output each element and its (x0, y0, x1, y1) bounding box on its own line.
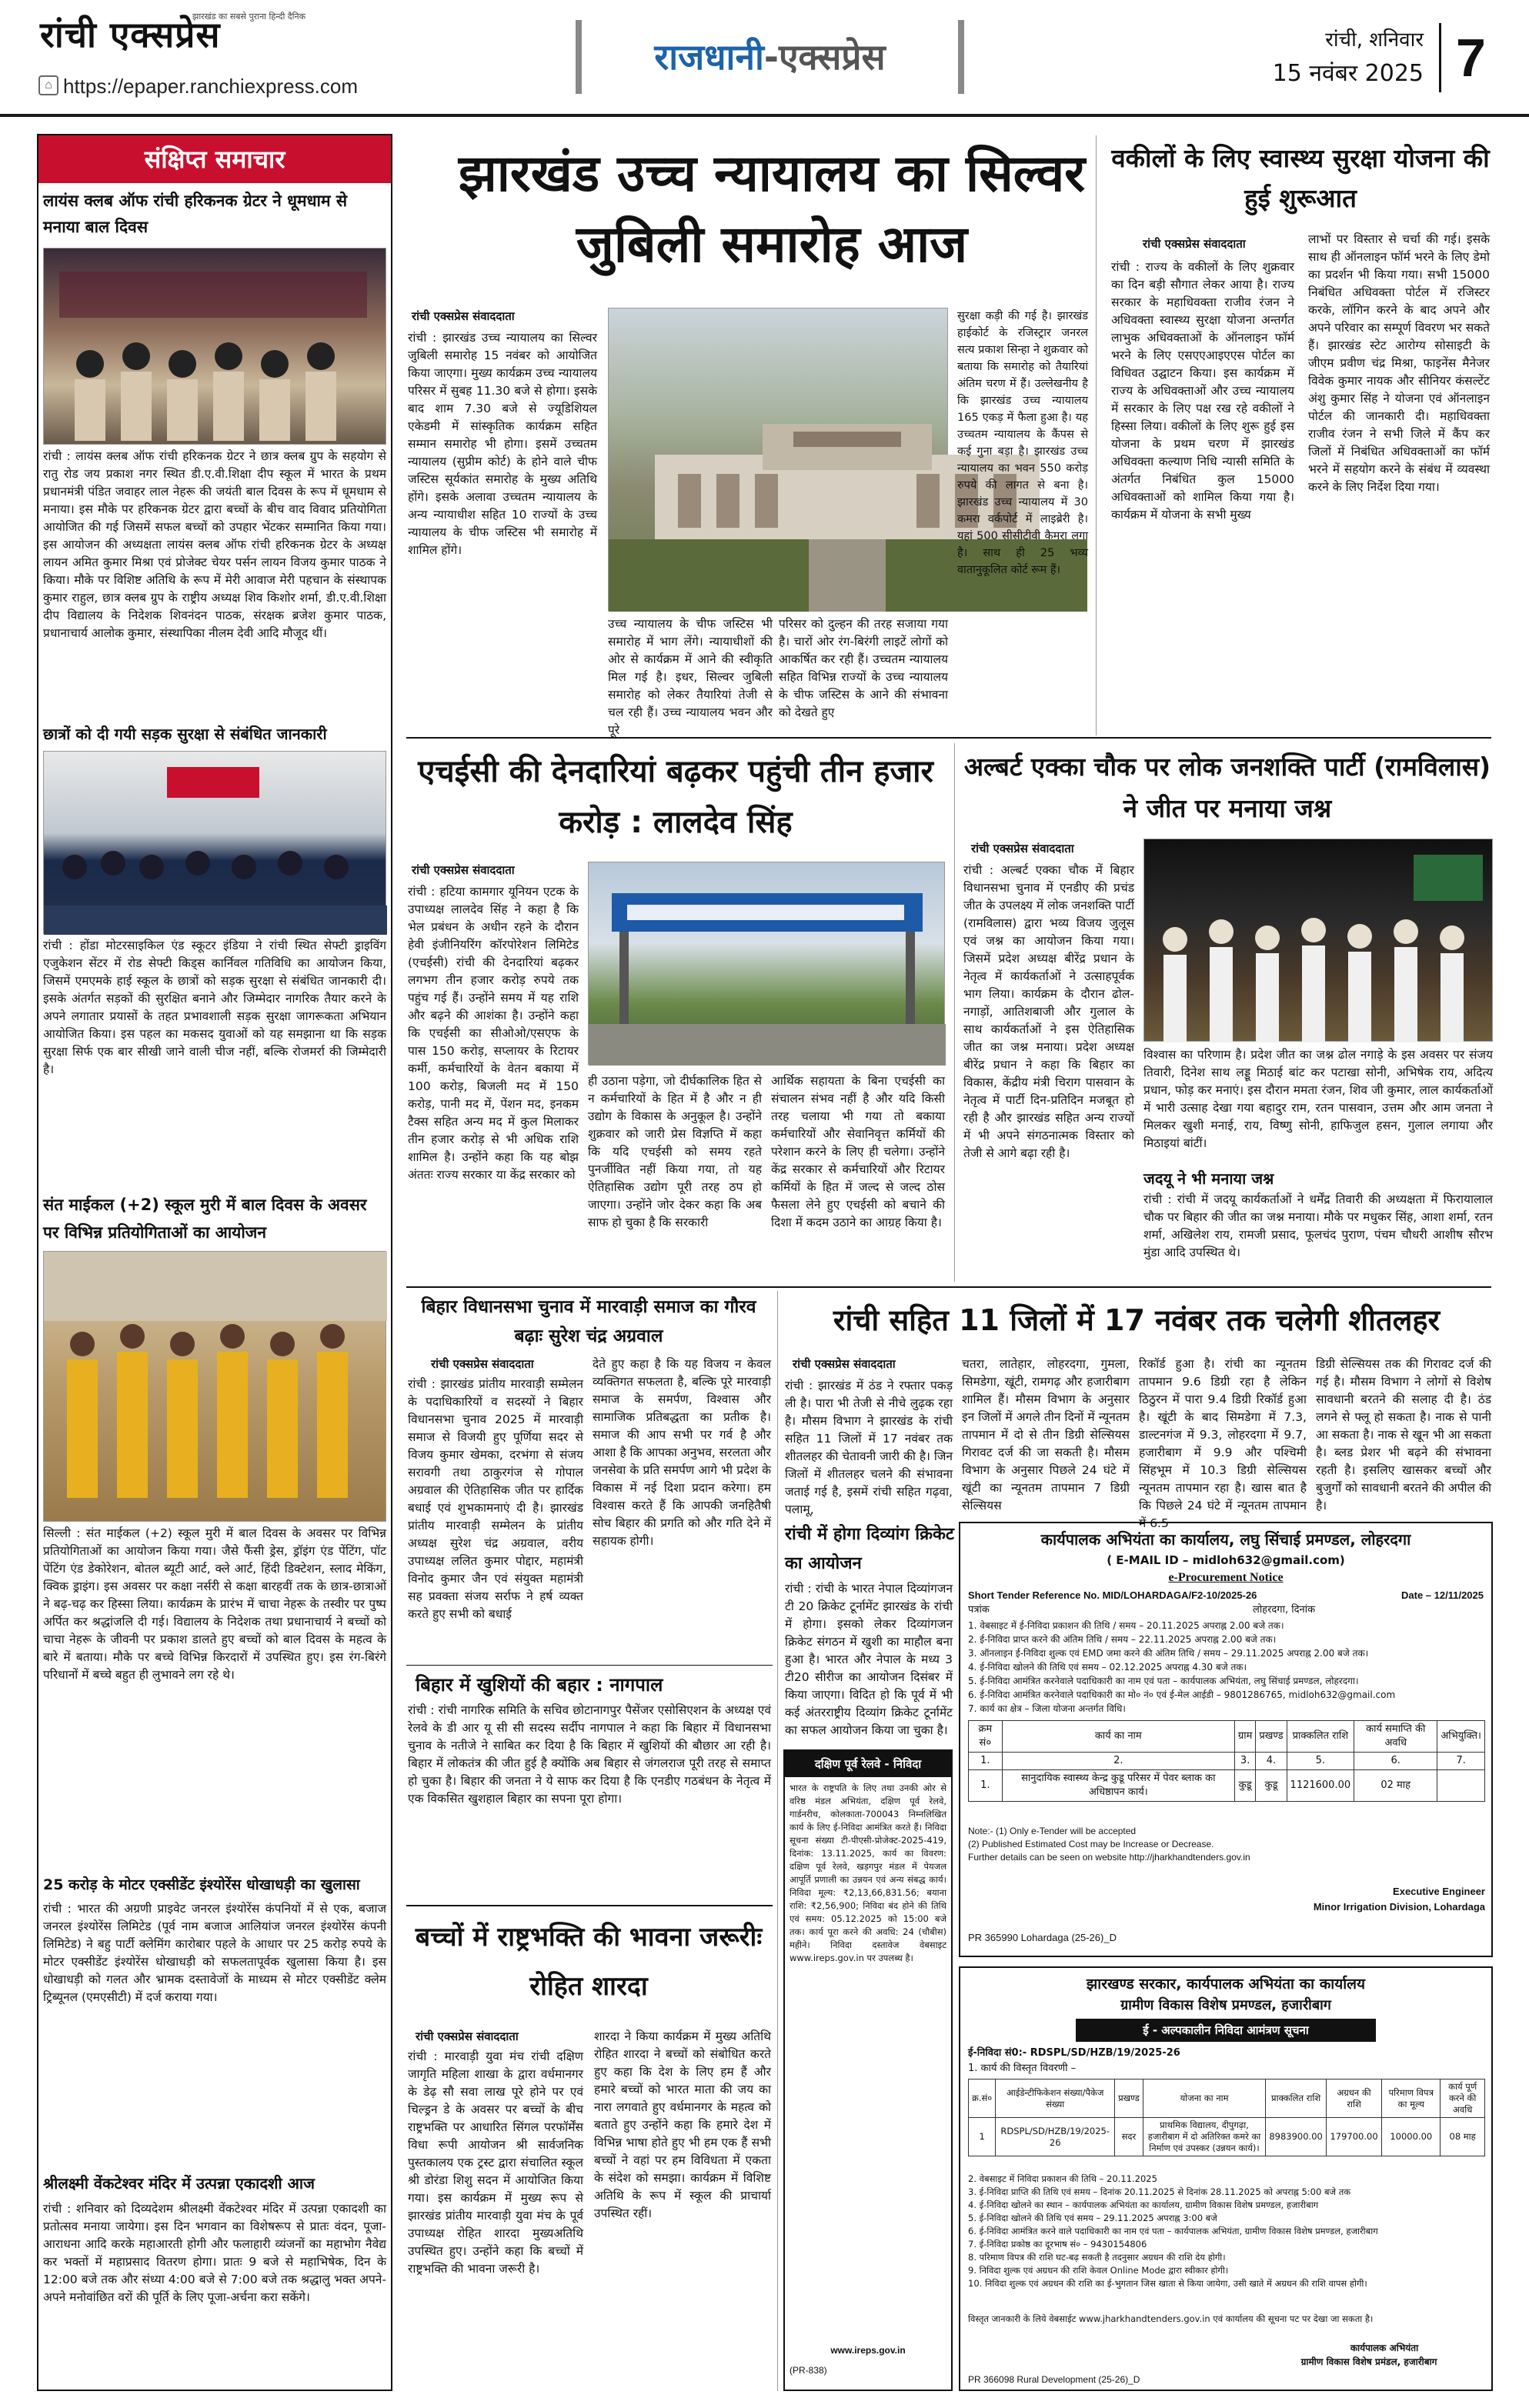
tender-1-head-cell-6: अभियुक्ति। (1437, 1721, 1485, 1753)
tender-lohardaga (959, 1522, 1493, 1957)
lead-photo (608, 308, 948, 611)
tender-2-govt: झारखण्ड सरकार, कार्यपालक अभियंता का कार्यालय (1086, 1976, 1366, 1993)
health-body: रांची : राज्य के वकीलों के लिए शुक्रवार का दिन बड़ी सौगात लेकर आया है। राज्य सरकार के महाधिवक्ता राजीव रंजन ने अधिवक्ता स्वास्थ्य सुरक्षा योजना अन्तर्गत लाभुक अधिवक्ताओं के ऑनलाइन फॉर्म भरने के लिए एसएएआइएएस पोर्टल का विधिवत उद्घाटन किया। इस कार्यक्रम में राज्य के अधिवक्ताओं और उच्च न्यायालय में सरकार के लिए पक्ष रख रहे वकीलों ने हिस्सा लिया। वकीलों के लिए शुरू हुई इस योजना के प्रथम चरण में झारखंड अधिवक्ता कल्याण निधि न्यासी समिति के अंतर्गत निबंधित कुल 15000 अधिवक्ताओं को शामिल किया गया है। कार्यक्रम में योजना के सभी मुख्य (1111, 260, 1294, 522)
tender-1-division: Minor Irrigation Division, Lohardaga (1313, 1901, 1485, 1913)
brief-4-body: रांची : भारत की अग्रणी प्राइवेट जनरल इंश्योरेंस कंपनियों में से एक, बजाज जनरल इंश्योरेंस लिमिटेड (पूर्व नाम बजाज आलियांज जनरल इंश्योरेंस कंपनी लिमिटेड) ने बहु पार्टी क्लेमिंग कारोबार पहले के आधार पर 25 करोड़ रुपये के मोटर एक्सीडेंट इंश्योरेंस धोखाधड़ी को सफलतापूर्वक खुलासा किया है। इस धोखाधड़ी को गलत और भ्रामक दस्तावेजों के माध्यम से मोटर एक्सीडेंट क्लेम ट्रिब्यूनल (एमएसीटी) में दर्ज कराया गया। (43, 1902, 386, 2004)
tender-1-head-cell-1: कार्य का नाम (1002, 1721, 1234, 1753)
issue-date: 15 नवंबर 2025 (1272, 60, 1424, 87)
tender-1-office: कार्यपालक अभियंता का कार्यालय, लघु सिंचाई प्रमण्डल, लोहरदगा (1040, 1530, 1411, 1549)
cold-body: रांची : झारखंड में ठंड ने रफ्तार पकड़ ली है। पारा भी तेजी से नीचे लुढ़क रहा है। मौसम विभाग ने झारखंड के रांची सहित 11 जिलों में 17 नवंबर तक शीतलहर की चेतावनी जारी की है। जिन जिलों में शीतलहर चलने की संभावना जताई गई है, इसमें रांची सहित गढ़वा, पलामू, (785, 1379, 953, 1516)
tender-1-signatory: Executive Engineer (1393, 1886, 1485, 1897)
tender-1-line-2: 3. ऑनलाइन ई-निविदा शुल्क एवं EMD जमा करने की अंतिम तिथि / समय – 29.11.2025 अपराह्न 2.00 बजे तक। (968, 1648, 1369, 1659)
tender-2-line-7: 9. निविदा शुल्क एवं अग्रधन की राशि केवल Online Mode द्वारा स्वीकार होगी। (968, 2265, 1229, 2276)
tender-2-cell-1: RDSPL/SD/HZB/19/2025-26 (996, 2118, 1115, 2156)
marwari-body: रांची : झारखंड प्रांतीय मारवाड़ी सम्मेलन के पदाधिकारियों व सदस्यों ने बिहार विधानसभा चुनाव 2025 में मारवाड़ी समाज से विजयी हुए पूर्णिया सदर से विजय कुमार खेमका, दरभंगा से संजय सरावगी तथा ठाकुरगंज से गोपाल अग्रवाल की ऐतिहासिक जीत पर हार्दिक बधाई एवं शुभकामनाएं दी है। झारखंड प्रांतीय मारवाड़ी सम्मेलन के प्रांतीय अध्यक्ष सुरेश चंद्र अग्रवाल, वरीय उपाध्यक्ष ललित कुमार पोद्दार, महामंत्री विनोद कुमार जैन एवं संयुक्त महामंत्री सह प्रवक्ता संजय सर्राफ ने हर्ष व्यक्त करते हुए सभी को बधाई (408, 1377, 583, 1621)
tender-2-table-row (969, 2118, 1485, 2156)
tender-2-head-cell-0: क्र.सं० (969, 2079, 996, 2118)
tender-2-line-1: 3. ई-निविदा प्राप्ति की तिथि एवं समय – दिनांक 20.11.2025 से दिनांक 28.11.2025 को अपराह्न 5:00 बजे तक (968, 2186, 1351, 2197)
tender-2-division: ग्रामीण विकास विशेष प्रमण्डल, हजारीबाग (1120, 1997, 1331, 2013)
tender-hazaribagh (959, 1966, 1493, 2391)
railway-title: दक्षिण पूर्व रेलवे - निविदा (785, 1751, 951, 1777)
column-divider (1096, 135, 1097, 735)
tender-2-pr: PR 366098 Rural Development (25-26)_D (968, 2374, 1140, 2385)
hec-body-continued: ही उठाना पड़ेगा, जो दीर्घकालिक हित से न कर्मचारियों के हित में है और न ही उद्योग के विकास के अनुकूल है। उन्होंने शुक्रवार को जारी प्रेस विज्ञप्ति में कहा कि यदि एचईसी को समय रहते पुनर्जीवित नहीं किया गया, तो यह ऐतिहासिक उद्योग पूरी तरह ठप हो जाएगा। उन्होंने जोर देकर कहा कि अब साफ हो चुका है कि सरकारी (588, 1074, 762, 1229)
tender-1-notice: e-Procurement Notice (1168, 1571, 1284, 1584)
tender-2-line-6: 8. परिमाण विपत्र की राशि घट-बढ़ सकती है तदनुसार अग्रधन की राशि देय होगी। (968, 2252, 1226, 2263)
hec-gate-graphic (589, 862, 946, 1066)
lead-body: रांची : झारखंड उच्च न्यायालय का सिल्वर जुबिली समारोह 15 नवंबर को आयोजित किया जाएगा। मुख्य कार्यक्रम उच्च न्यायालय परिसर में सुबह 11.30 बजे से होगा। इसके बाद शाम 7.30 बजे से ज्यूडिशियल एकेडमी में सांस्कृतिक कार्यक्रम सहित सम्मान समारोह भी होगा। इसमें उच्चतम न्यायालय (सुप्रीम कोर्ट) के होने वाले चीफ जस्टिस सूर्यकांत समारोह के मुख्य अतिथि होंगे। इसके अलावा उच्चतम न्यायालय के अन्य न्यायाधीश सहित 10 राज्यों के उच्च न्यायालय के चीफ जस्टिस भी समारोह में शामिल होंगे। (408, 331, 597, 557)
brief-4-title: 25 करोड़ के मोटर एक्सीडेंट इंश्योरेंस धोखाधड़ी का खुलासा (43, 1876, 360, 1893)
lead-body-continued: सुरक्षा कड़ी की गई है। झारखंड हाईकोर्ट के रजिस्ट्रार जनरल सत्य प्रकाश सिन्हा ने शुक्रवार को बताया कि समारोह को तैयारियां अंतिम चरण में हैं। उल्लेखनीय है कि झारखंड उच्च न्यायालय 165 एकड़ में फैला हुआ है। यह उच्चतम न्यायालय के कैंपस से कई गुना बड़ा है। झारखंड उच्च न्यायालय का भवन 550 करोड़ रुपये की लागत से बना है। झारखंड उच्च न्यायालय में 30 कमरा वर्कपोर्ट में लाइब्रेरी है। यहां 500 सीसीटीवी कैमरा लगा है। साथ ही 25 भव्य वातानुकूलित कोर्ट रूम हैं। (957, 310, 1088, 576)
health-body-continued: लाभों पर विस्तार से चर्चा की गई। इसके साथ ही ऑनलाइन फॉर्म भरने के लिए डेमो का प्रदर्शन भी किया गया। सभी 15000 निबंधित अधिवक्ता पोर्टल में रजिस्टर करके, लॉगिन करने के बाद अपने और अपने परिवार का सम्पूर्ण विवरण भर सकते हैं। झारखंड स्टेट आरोग्य सोसाइटी के जीएम प्रवीण चंद्र मिश्रा, फाइनेंस मैनेजर विवेक कुमार नायक और सीनियर कंसल्टेंट अंशु कुमार सिंह ने योजना एवं ऑनलाइन पोर्टल की जानकारी दी। महाधिवक्ता राजीव रंजन ने सभी जिले में कैंप कर जिलों में निबंधित अधिवक्ताओं का फॉर्म भरने में सहयोग करने के संबंध में व्यवस्था करने के लिए निर्देश दिया गया। (1308, 232, 1490, 494)
tender-1-note-1: (2) Published Estimated Cost may be Increase or Decrease. (968, 1839, 1214, 1849)
lead-byline: रांची एक्सप्रेस संवाददाता (412, 309, 515, 323)
hec-headline: एचईसी की देनदारियां बढ़कर पहुंची तीन हजार करोड़ : लालदेव सिंह (418, 754, 933, 840)
divider-rohit (406, 1905, 773, 1906)
tender-2-line-8: 10. निविदा शुल्क एवं अग्रधन की राशि का ई-भुगतान जिस खाता से किया जायेगा, उसी खाते में अग्रधन की राशि वापस होगी। (968, 2278, 1367, 2289)
lead-photo-caption-left: उच्च न्यायालय के चीफ जस्टिस भी समारोह में भाग लेंगे। न्यायाधीशों की ओर से कार्यक्रम में आने की स्वीकृति मिल गई है। इधर, सिल्वर जुबिली समारोह को लेकर तैयारियां तेजी से चल रही हैं। उच्च न्यायालय भवन और पूरे (608, 617, 773, 737)
page-number: 7 (1439, 23, 1501, 92)
section-title (576, 20, 964, 94)
tender-1-note-0: Note:- (1) Only e-Tender will be accepted (968, 1826, 1137, 1836)
tender-2-schedule (968, 2173, 1488, 2290)
albert-byline: रांची एक्सप्रेस संवाददाता (971, 842, 1074, 855)
divider-nagpal (406, 1665, 773, 1666)
section-name: राजधानी (654, 36, 764, 78)
tender-1-table-row (969, 1770, 1485, 1802)
column-divider-3 (777, 1291, 778, 2391)
brief-1-title: लायंस क्लब ऑफ रांची हरिकनक ग्रेटर ने धूमधाम से मनाया बाल दिवस (43, 192, 348, 236)
tender-2-head-cell-6: परिमाण विपत्र का मूल्य (1382, 2079, 1441, 2118)
dateline (1200, 23, 1424, 91)
tender-1-cell-0: 1. (969, 1770, 1003, 1802)
tender-2-table (968, 2079, 1485, 2156)
rohit-byline: रांची एक्सप्रेस संवाददाता (416, 2029, 519, 2043)
marwari-byline: रांची एक्सप्रेस संवाददाता (431, 1357, 534, 1371)
tender-1-index-cell-5: 6. (1354, 1753, 1437, 1770)
tender-1-table-index (969, 1753, 1485, 1770)
tender-2-cell-0: 1 (969, 2118, 996, 2156)
brief-2-title: छात्रों को दी गयी सड़क सुरक्षा से संबंधित जानकारी (43, 725, 327, 743)
tender-2-line-2: 4. ई-निविदा खोलने का स्थान – कार्यपालक अभियंता का कार्यालय, ग्रामीण विकास विशेष प्रमण्डल, हजारीबाग (968, 2200, 1319, 2210)
tender-2-head-cell-5: अग्रधन की राशि (1326, 2079, 1381, 2118)
tender-1-cell-5: 02 माह (1354, 1770, 1437, 1802)
tender-1-office-date: लोहरदगा, दिनांक (1253, 1604, 1316, 1616)
tender-1-note-2: Further details can be seen on website http://jharkhandtenders.gov.in (968, 1852, 1250, 1863)
tender-1-cell-4: 1121600.00 (1287, 1770, 1354, 1802)
tender-1-index-cell-6: 7. (1437, 1753, 1485, 1770)
tender-1-index-cell-0: 1. (969, 1753, 1003, 1770)
hec-body: रांची : हटिया कामगार यूनियन एटक के उपाध्यक्ष लालदेव सिंह ने कहा है कि भेल प्रबंधन के अधीन रहने के दौरान हेवी इंजीनियरिंग कॉरपोरेशन लिमिटेड (एचईसी) रांची की देनदारियां बढ़कर लगभग तीन हजार करोड़ रुपये तक पहुंच गई हैं। उन्होंने समय में यह राशि और बढ़ने की आशंका है। उन्होंने कहा कि एचईसी का सीओओ/एसएफ के पास 150 करोड़, सप्लायर के रिटायर कर्मी, कर्मचारियों के वेतन बकाया में 100 करोड़, बिजली मद में 150 करोड़, पानी मद में, पेंशन मद, इनकम टैक्स सहित अन्य मद में कुल मिलाकर तीन हजार करोड़ से भी अधिक राशि शामिल है। उन्होंने कहा कि यह बोझ अंततः राज्य सरकार या केंद्र सरकार को (408, 885, 579, 1182)
brief-1-photo (43, 248, 386, 445)
health-headline: वकीलों के लिए स्वास्थ्य सुरक्षा योजना की हुई शुरूआत (1111, 143, 1490, 213)
brief-2-photo (43, 751, 386, 934)
railway-body: भारत के राष्ट्रपति के लिए तथा उनकी ओर से वरिष्ठ मंडल अभियंता, दक्षिण पूर्व रेलवे, गार्डनरीच, कोलकाता-700043 निम्नलिखित कार्य के लिए ई-निविदा आमंत्रित करते हैं। निविदा सूचना संख्या टी-पीएसी-प्रोजेक्ट-2025-419, दिनांक: 13.11.2025, कार्य का विवरण: दक्षिण पूर्व रेलवे, खड़गपुर मंडल में पेयजल आपूर्ति प्रणाली का उन्नयन एवं अन्य संबद्ध कार्य। निविदा मूल्य: ₹2,13,66,831.56; बयाना राशि: ₹2,56,900; निविदा बंद होने की तिथि एवं समय: 05.12.2025 को 15:00 बजे तक। कार्य पूरा करने की अवधि: 24 (चौबीस) महीने। निविदा दस्तावेज वेबसाइट www.ireps.gov.in पर उपलब्ध है। (790, 1783, 946, 1963)
tender-1-notes (968, 1825, 1488, 1864)
tender-2-cell-4: 8983900.00 (1266, 2118, 1327, 2156)
tender-2-head-cell-1: आईडेन्टीफिकेशन संख्या/पैकेज संख्या (996, 2079, 1115, 2118)
tender-2-head-cell-3: योजना का नाम (1143, 2079, 1266, 2118)
divider-hec (406, 737, 1491, 739)
tender-1-head-cell-2: ग्राम (1234, 1721, 1255, 1753)
tender-2-cell-2: सदर (1115, 2118, 1143, 2156)
tender-1-head-cell-3: प्रखण्ड (1256, 1721, 1287, 1753)
tender-1-line-5: 6. ई-निविदा आमंत्रित करनेवाले पदाधिकारी का मो० नं० एवं ई-मेल आईडी – 9801286765, midloh632@gmail.com (968, 1689, 1396, 1700)
marwari-headline: बिहार विधानसभा चुनाव में मारवाड़ी समाज का गौरव बढ़ाः सुरेश चंद्र अग्रवाल (421, 1297, 756, 1346)
tender-2-signatory: कार्यपालक अभियंता (1350, 2343, 1419, 2353)
nagpal-headline: बिहार में खुशियों की बहार : नागपाल (416, 1674, 663, 1696)
tender-2-cell-7: 08 माह (1441, 2118, 1485, 2156)
rohit-body: रांची : मारवाड़ी युवा मंच रांची दक्षिण जागृति महिला शाखा के द्वारा वर्धमानगर के डेढ़ सौ सवा लाख पूरे होने पर एवं चिल्ड्रन डे के अवसर पर बच्चों के बीच राष्ट्रभक्ति पर आधारित सिंगल परफॉर्मेंस विधा रूपी आयोजन श्री सार्वजनिक पुस्तकालय एक ट्रस्ट द्वारा संचालित स्कूल श्री डोरंडा शिशु सदन में आयोजित किया गया। इस कार्यक्रम में मुख्य रूप से झारखंड प्रांतीय मारवाड़ी युवा मंच के पूर्व उपाध्यक्ष रोहित शारदा मुख्यअतिथि उपस्थित हुए। उन्होंने कहा कि बच्चों में राष्ट्रभक्ति की भावना जरूरी है। (408, 2049, 583, 2276)
marwari-body-continued: देते हुए कहा है कि यह विजय न केवल व्यक्तिगत सफलता है, बल्कि पूरे मारवाड़ी समाज के समर्पण, विश्वास और सामाजिक प्रतिबद्धता का प्रतीक है। समाज की आप सभी पर गर्व है और आशा है कि आपका अनुभव, सरलता और जनसेवा के प्रति समर्पण आगे भी प्रदेश के विकास में नई दिशा प्रदान करेगा। हम विश्वास करते हैं कि आपकी जनहितैषी सोच बिहार की प्रगति को और गति देने में सहायक होगी। (593, 1357, 771, 1548)
tender-2-banner: ई - अल्पकालीन निविदा आमंत्रण सूचना (1076, 2019, 1376, 2042)
logo-tagline: झारखंड का सबसे पुराना हिन्दी दैनिक (192, 12, 306, 22)
newspaper-logo[interactable]: रांची एक्सप्रेस (40, 14, 221, 55)
railway-pr: (PR-838) (790, 2365, 827, 2376)
tender-2-cell-5: 179700.00 (1326, 2118, 1381, 2156)
tender-1-head-cell-5: कार्य समाप्ति की अवधि (1354, 1721, 1437, 1753)
brief-1-body: रांची : लायंस क्लब ऑफ रांची हरिकनक ग्रेटर ने छात्र क्लब ग्रुप के सहयोग से रातु रोड जय प्रकाश नगर स्थित डी.ए.वी.शिक्षा दीप स्कूल में भारत के प्रथम प्रधानमंत्री पंडित जवाहर लाल नेहरू की जयंती बाल दिवस के रूप में धूमधाम से मनाया। इस मौके पर हरिकनक ग्रेटर द्वारा बच्चों के बीच वाद विवाद प्रतियोगिता आयोजित की गई जिसमें सफल बच्चों को उपहार भेंटकर सम्मानित किया गया। इस आयोजन की अध्यक्षता लायंस क्लब ऑफ रांची हरिकनक ग्रेटर के अध्यक्ष लायन अमित कुमार मिश्रा एवं प्रोजेक्ट चेयर पर्सन लायन विजय कुमार पाठक ने किया। मौके पर विशिष्ट अतिथि के रूप में मेरी आवाज मेरी पहचान के संस्थापक कुमार राहुल, छात्र क्लब ग्रुप के राष्ट्रीय अध्यक्ष शिव किशोर शर्मा, डी.ए.वी.शिक्षा दीप विद्यालय के निदेशक शिवनंदन पाठक, संरक्षक ब्रजेश कुमार पाठक, प्रधानाचार्य आलोक कुमार, संस्थापिका नीलम देवी आदि मौजूद थीं। (43, 449, 386, 640)
rohit-headline: बच्चों में राष्ट्रभक्ति की भावना जरूरीः रोहित शारदा (415, 1922, 763, 2002)
brief-2-body: रांची : होंडा मोटरसाइकिल एंड स्कूटर इंडिया ने रांची स्थित सेफ्टी ड्राइविंग एजुकेशन सेंटर में रोड सेफ्टी किड्स कार्निवल गतिविधि का आयोजन किया, जिसमें एमएमके हाई स्कूल के छात्रों को सड़क सुरक्षा से संबंधित जानकारी दी। इसके अंतर्गत सड़कों की सुरक्षित बनाने और जिम्मेदार नागरिक तैयार करने के अपने लगातार प्रयासों के तहत प्रभावशाली सड़क सुरक्षा जागरूकता अभियान आयोजित किया। इस पहल का मकसद युवाओं को यह समझाना था कि सड़क सुरक्षा सिर्फ एक बार सीखी जाने वाली चीज नहीं, बल्कि रोजमर्रा की जिम्मेदारी है। (43, 939, 386, 1076)
tender-1-line-1: 2. ई-निविदा प्राप्त करने की अंतिम तिथि / समय – 22.11.2025 अपराह्न 2.00 बजे तक। (968, 1634, 1277, 1645)
tender-1-pr: PR 365990 Lohardaga (25-26)_D (968, 1932, 1117, 1943)
hec-photo (588, 862, 945, 1065)
tender-1-table (968, 1720, 1485, 1802)
tender-2-item1: 1. कार्य की विस्तृत विवरणी – (968, 2063, 1077, 2074)
tender-1-cell-6 (1437, 1770, 1485, 1802)
tender-1-schedule (968, 1619, 1488, 1716)
epaper-url[interactable]: https://epaper.ranchiexpress.com (63, 75, 358, 98)
albert-photo (1143, 839, 1493, 1042)
tender-2-line-0: 2. वेबसाइट में निविदा प्रकाशन की तिथि – 20.11.2025 (968, 2173, 1157, 2184)
tender-2-line-4: 6. ई-निविदा आमंत्रित करने वाले पदाधिकारी का नाम एवं पता – कार्यपालक अभियंता, ग्रामीण विकास विशेष प्रमण्डल, हजारीबाग (968, 2226, 1378, 2236)
albert-body-continued: विश्वास का परिणाम है। प्रदेश जीत का जश्न ढोल नगाड़े के इस अवसर पर संजय तिवारी, दिनेश साथ लड्डू मिठाई बांट कर पटाखा सोनी, अभिषेक राय, अदित्य प्रधान, फोड़ कर मनाएं। इस दौरान ममता रंजन, शिव जी कुमार, लाल कार्यकर्ताओं में भारी उत्साह देखा गया बहादुर राम, रतन पासवान, उत्तम और आम जनता ने मिलकर खुशी मनाई, राय, विष्णु सोनी, हाफिजुल हसन, गुलाल लगाया और मिठाइयां बांटीं। (1143, 1048, 1493, 1150)
nagpal-body: रांची : रांची नागरिक समिति के सचिव छोटानागपुर पैसेंजर एसोसिएशन के अध्यक्ष एवं रेलवे के डी आर यू सी सी सदस्य सर्दीप नागपाल ने कहा कि बिहार में विधानसभा चुनाव के नतीजे ने साबित कर दिया है कि बिहार में खुशियों की बौछार आ रही है। बिहार में लोकतंत्र की जीत हुई है क्योंकि अब बिहार से जंगलराज पूरी तरह से समाप्त हो चुका है। बिहार की जनता ने ये साफ कर दिया है कि एनडीए गठबंधन के नेतृत्व में एक विकसित खुशहाल बिहार का सपना पूरा होगा। (408, 1703, 771, 1806)
hec-body-end: आर्थिक सहायता के बिना एचईसी का संचालन संभव नहीं है और यदि किसी तरह चलाया भी गया तो बकाया कर्मचारियों और सेवानिवृत्त कर्मियों की परेशान करने के लिए ही चलेगा। उन्होंने केंद्र सरकार से कर्मचारियों और रिटायर कर्मियों के हित में जल्द से जल्द ठोस फैसला लेने हुए एचईसी को बचाने की दिशा में कदम उठाने का आग्रह किया है। (771, 1074, 945, 1229)
divider-middle (406, 1286, 1491, 1288)
hec-byline: रांची एक्सप्रेस संवाददाता (412, 863, 515, 877)
tender-2-sign-div: ग्रामीण विकास विशेष प्रमंडल, हजारीबाग (1300, 2356, 1437, 2367)
brief-3-body: सिल्ली : संत माईकल (+2) स्कूल मुरी में बाल दिवस के अवसर पर विभिन्न प्रतियोगिताओं का आयोजन किया गया। जैसे फैंसी ड्रेस, ड्रॉइंग एंड पेंटिंग, पॉट पेंटिंग एंड डेकोरेशन, बोतल ब्यूटी आर्ट, क्ले आर्ट, हिंदी डिक्टेशन, स्लाद मेकिंग, क्विक ड्राइंग। इस अवसर पर कक्षा नर्सरी से कक्षा बारहवीं तक के छात्र-छात्राओं ने बढ़-चढ़ कर हिस्सा लिया। कार्यक्रम के प्रारंभ में चाचा नेहरू के तस्वीर पर पुष्प अर्पित कर श्रद्धांजलि दी गई। विद्यालय के निदेशक तथा प्रधानाचार्य ने बच्चों को चाचा नेहरू के जीवनी पर प्रकाश डालते हुए बच्चों को बाल दिवस के महत्व के बारे में बताया। मौके पर बच्चे विभिन्न किरदारों में उपस्थित हुए। इस रंग-बिरंगे परिधानों में बच्चे बहुत ही लुभावने लग रहे थे। (43, 1526, 386, 1682)
tender-1-line-4: 5. ई-निविदा आमंत्रित करनेवाले पदाधिकारी का नाम एवं पता – कार्यपालक अभियंता, लघु सिंचाई प्रमण्डल, लोहरदगा। (968, 1676, 1359, 1686)
tender-1-email: ( E-MAIL ID – midloh632@gmail.com) (1107, 1553, 1345, 1567)
globe-icon: ⌂ (38, 75, 58, 95)
brief-2-photo-graphic (44, 752, 387, 935)
tender-2-cell-6: 10000.00 (1382, 2118, 1441, 2156)
brief-3-photo-graphic (44, 1252, 387, 1523)
tender-1-index-cell-2: 3. (1234, 1753, 1255, 1770)
celebration-crowd-graphic (1144, 839, 1494, 1042)
tender-1-head-cell-0: क्रम सं० (969, 1721, 1003, 1753)
tender-2-head-cell-4: प्राक्कलित राशि (1266, 2079, 1327, 2118)
tender-1-date: Date – 12/11/2025 (1401, 1589, 1484, 1601)
brief-column (37, 134, 392, 2391)
tender-1-cell-2: कुडू (1234, 1770, 1255, 1802)
tender-2-cell-3: प्राथमिक विद्यालय, दीपुगढ़ा, हजारीबाग में दो अतिरिक्त कमरे का निर्माण एवं उपस्कर (उन्नयन कार्य)। (1143, 2118, 1266, 2156)
tender-1-ref: Short Tender Reference No. MID/LOHARDAGA/F2-10/2025-26 (968, 1589, 1257, 1601)
tender-1-patrank: पत्रांक (968, 1604, 990, 1616)
tender-1-head-cell-4: प्राक्कलित राशि (1287, 1721, 1354, 1753)
cold-body-3: रिकॉर्ड हुआ है। रांची का न्यूनतम तापमान 9.6 डिग्री रहा है लेकिन ठिठुरन में पारा 9.4 डिग्री रिकॉर्ड हुआ है। खूंटी के बाद सिमडेगा में 7.3, डाल्टनगंज में 9.3, लोहरदगा में 9.7, हजारीबाग में 9.9 और पश्चिमी सिंहभूम में 10.3 डिग्री सेल्सियस न्यूनतम तापमान रहा है। खास बात है कि पिछले 24 घंटे में न्यूनतम तापमान में 6.5 (1139, 1357, 1307, 1530)
brief-5-body: रांची : शनिवार को दिव्यदेशम श्रीलक्ष्मी वेंकटेश्वर मंदिर में उत्पन्ना एकादशी का प्रतोत्सव मनाया जायेगा। इस दिन भगवान का विशेषरूप से प्रातः वंदन, पूजा-आराधना आदि करके महाआरती होगी और फलाहारी व्यंजनों का महाभोग नैवेद्य कर भक्तों में महाप्रसाद वितरण होगा। प्रातः 9 बजे से महाभिषेक, दिन के 12:00 बजे तक और संध्या 4:00 बजे से 7:00 बजे तक श्रद्धालु भक्त अपने-अपने मनोवांछित वरों की पूर्ति के लिए पूजा-अर्चना करा सकेंगे। (43, 2202, 386, 2304)
railway-tender (783, 1749, 953, 2391)
tender-1-line-0: 1. वेबसाइट में ई-निविदा प्रकाशन की तिथि / समय – 20.11.2025 अपराह्न 2.00 बजे तक। (968, 1620, 1284, 1631)
brief-header: संक्षिप्त समाचार (38, 135, 391, 183)
cold-byline: रांची एक्सप्रेस संवाददाता (793, 1357, 896, 1371)
tender-1-cell-3: कुडू (1256, 1770, 1287, 1802)
tender-2-line-5: 7. ई-निविदा प्रकोष्ठ का दूरभाष सं० – 9430154806 (968, 2239, 1147, 2250)
albert-body: रांची : अल्बर्ट एक्का चौक में बिहार विधानसभा चुनाव में एनडीए की प्रचंड जीत के उपलक्ष्य में लोक जनशक्ति पार्टी (रामविलास) द्वारा भव्य विजय जुलूस एवं जश्न का आयोजन किया गया। जिसमें प्रदेश अध्यक्ष बीरेंद्र प्रधान के नेतृत्व में कार्यकर्ताओं ने उत्साहपूर्वक भाग लिया। कार्यक्रम के दौरान ढोल-नगाड़ों, आतिशबाजी और गुलाल के साथ कार्यकर्ताओं ने इस ऐतिहासिक जीत का जश्न मनाया। प्रदेश अध्यक्ष बीरेंद्र प्रधान ने कहा कि बिहार का विकास, केंद्रीय मंत्री चिराग पासवान के नेतृत्व में पार्टी दिन-प्रतिदिन मजबूत हो रही है और झारखंड सहित अन्य राज्यों में भी अपने संगठनात्मक विस्तार को तेजी से आगे बढ़ा रही है। (963, 863, 1134, 1160)
brief-5-title: श्रीलक्ष्मी वेंकटेश्वर मंदिर में उत्पन्ना एकादशी आज (43, 2174, 315, 2193)
jdu-body: रांची : रांची में जदयू कार्यकर्ताओं ने धर्मेंद्र तिवारी की अध्यक्षता में फिरायालाल चौक पर बिहार की जीत का जश्न मनाया। मौके पर मधुकर सिंह, आशा शर्मा, रतन शर्मा, अखिलेश राय, रामजी प्रसाद, फूलचंद पुराण, पंचम चौधरी आशीष सौरभ मुंडा आदि उपस्थित थे। (1143, 1192, 1493, 1259)
tender-2-line-3: 5. ई-निविदा खोलने की तिथि एवं समय – 29.11.2025 अपराह्न 3:00 बजे (968, 2213, 1217, 2223)
tender-2-ref: ई-निविदा सं0:- RDSPL/SD/HZB/19/2025-26 (968, 2047, 1180, 2059)
tender-2-table-head (969, 2079, 1485, 2118)
jdu-subhead: जदयू ने भी मनाया जश्न (1143, 1169, 1274, 1188)
lead-headline: झारखंड उच्च न्यायालय का सिल्वर जुबिली समारोह आज (458, 144, 1086, 274)
tender-1-table-head (969, 1721, 1485, 1753)
railway-site[interactable]: www.ireps.gov.in (830, 2345, 906, 2356)
health-byline: रांची एक्सप्रेस संवाददाता (1143, 237, 1246, 251)
tender-1-index-cell-1: 2. (1002, 1753, 1234, 1770)
tender-1-line-3: 4. ई-निविदा खोलने की तिथि एवं समय – 02.12.2025 अपराह्न 4.30 बजे तक। (968, 1662, 1247, 1673)
tender-1-index-cell-4: 5. (1287, 1753, 1354, 1770)
section-suffix: -एक्सप्रेस (763, 36, 886, 78)
tender-2-head-cell-2: प्रखण्ड (1115, 2079, 1143, 2118)
tender-1-index-cell-3: 4. (1256, 1753, 1287, 1770)
masthead (0, 0, 1529, 117)
tender-2-footer: विस्तृत जानकारी के लिये वेबसाईट www.jharkhandtenders.gov.in एवं कार्यालय की सूचना पट पर देखा जा सकता है। (968, 2313, 1374, 2324)
brief-3-photo (43, 1251, 386, 1522)
city-day: रांची, शनिवार (1325, 28, 1424, 52)
tender-1-line-6: 7. कार्य का क्षेत्र – जिला योजना अन्तर्गत विधि। (968, 1703, 1126, 1714)
brief-1-photo-graphic (44, 248, 387, 445)
cold-body-2: चतरा, लातेहार, लोहरदगा, गुमला, सिमडेगा, खूंटी, रामगढ़ और हजारीबाग शामिल हैं। मौसम विभाग के अनुसार इन जिलों में अगले तीन दिनों में न्यूनतम तापमान में दो से तीन डिग्री सेल्सियस गिरावट दर्ज की जा सकती है। मौसम विभाग के अनुसार पिछले 24 घंटे में खूंटी का न्यूनतम तापमान 7 डिग्री सेल्सियस (962, 1357, 1130, 1513)
high-court-building-graphic (609, 309, 949, 612)
rohit-body-continued: शारदा ने किया कार्यक्रम में मुख्य अतिथि रोहित शारदा ने बच्चों को संबोधित करते हुए कहा कि देश के लिए हम हैं और हमारे बच्चों को भारत माता की जय का नारा लगवाते हुए वर्धमानगर के महत्व को बताते हुए उन्होंने कहा कि हमारे देश में विभिन्न भाषा होते हुए भी हम एक हैं सभी बच्चों ने वहां पर हम विविधता में एकता के संदेश को समझा। कार्यक्रम में विशिष्ट अतिथि के रूप में स्कूल की प्राचार्या उपस्थित रहीं। (594, 2029, 771, 2220)
lead-photo-caption-right: परिसर को दुल्हन की तरह सजाया गया है। चारों ओर रंग-बिरंगी लाइटें लोगों को आकर्षित कर रही हैं। उच्चतम न्यायालय सहित विभिन्न राज्यों के उच्च न्यायालय के चीफ जस्टिस के आने की संभावना को देखते हुए (779, 617, 948, 719)
column-divider-2 (954, 743, 955, 1282)
tender-1-cell-1: सानुदायिक स्वास्थ्य केन्द्र कुडू परिसर में पेवर ब्लाक का अधिष्ठापन कार्य। (1002, 1770, 1234, 1802)
cricket-headline: रांची में होगा दिव्यांग क्रिकेट का आयोजन (785, 1525, 954, 1573)
brief-3-title: संत माईकल (+2) स्कूल मुरी में बाल दिवस के अवसर पर विभिन्न प्रतियोगिताओं का आयोजन (43, 1196, 367, 1242)
cold-body-4: डिग्री सेल्सियस तक की गिरावट दर्ज की गई है। मौसम विभाग ने लोगों से विशेष सावधानी बरतने की सलाह दी है। ठंड लगने से फ्लू हो सकता है। नाक से पानी आ सकता है। नाक से खून भी आ सकता है। ब्लड प्रेशर भी बढ़ने की संभावना रहती है। इसलिए खासकर बच्चों और बुजुर्गों को सावधानी बरतने की अपील की है। (1316, 1357, 1491, 1513)
tender-2-head-cell-7: कार्य पूर्ण करने की अवधि (1441, 2079, 1485, 2118)
cold-headline: रांची सहित 11 जिलों में 17 नवंबर तक चलेगी शीतलहर (833, 1303, 1441, 1337)
cricket-body: रांची : रांची के भारत नेपाल दिव्यांगजन टी 20 क्रिकेट टूर्नामेंट झारखंड के रांची में होगा। इसको लेकर दिव्यांगजन क्रिकेट संगठन में खुशी का माहौल बना हुआ है। भारत और नेपाल के मध्य 3 टी20 सीरीज का आयोजन दिसंबर में किया जाएगा। विदित हो कि पूर्व में भी कई अंतरराष्ट्रीय दिव्यांग क्रिकेट टूर्नामेंट का सफल आयोजन किया जा चुका है। (785, 1582, 953, 1737)
albert-headline: अल्बर्ट एक्का चौक पर लोक जनशक्ति पार्टी (रामविलास) ने जीत पर मनाया जश्न (963, 752, 1491, 823)
